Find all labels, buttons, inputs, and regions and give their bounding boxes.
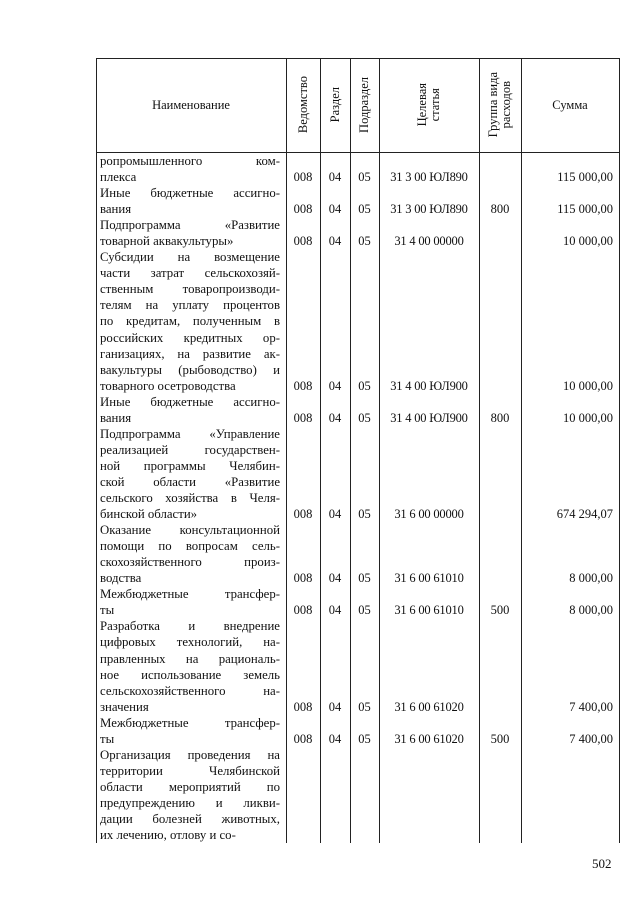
header-vedomstvo-label: Ведомство (295, 76, 310, 134)
row-razdel: 04 (328, 234, 342, 249)
row-razdel: 04 (328, 507, 342, 522)
row-name (100, 153, 280, 185)
row-vedomstvo: 008 (293, 699, 313, 714)
row-name (100, 394, 280, 426)
row-name (100, 217, 280, 249)
row-name-line: ственным товаропроизводи- (100, 282, 280, 297)
row-name-line: Межбюджетные трансфер- (100, 715, 280, 730)
row-name (100, 426, 280, 522)
row-summa: 7 400,00 (569, 731, 613, 746)
row-name-line: по кредитам, полученным в (100, 314, 280, 329)
row-gruppa: 500 (490, 731, 510, 746)
row-name-line: телям на уплату процентов (100, 298, 280, 313)
row-vedomstvo: 008 (293, 202, 313, 217)
row-summa: 7 400,00 (569, 699, 613, 714)
row-name (100, 747, 280, 843)
row-celevaya: 31 4 00 00000 (394, 234, 464, 249)
page-number: 502 (592, 856, 612, 871)
row-name-line: предупреждению и ликви- (100, 795, 280, 810)
row-name-line: Подпрограмма «Развитие (100, 218, 280, 233)
row-name-line: скохозяйственного произ- (100, 555, 280, 570)
row-podrazdel: 05 (358, 378, 371, 393)
row-name-line: части затрат сельскохозяй- (100, 266, 280, 281)
header-celevaya-line1: Целевая (415, 83, 429, 127)
row-vedomstvo: 008 (293, 234, 313, 249)
row-name (100, 185, 280, 217)
header-razdel-label: Раздел (327, 87, 342, 123)
header-celevaya (379, 58, 479, 152)
row-name-line: Субсидии на возмещение (100, 250, 280, 265)
row-name-line: ропромышленного ком- (100, 154, 280, 168)
row-vedomstvo: 008 (293, 571, 313, 586)
row-celevaya: 31 3 00 ЮЛ890 (390, 202, 468, 217)
row-vedomstvo: 008 (293, 170, 313, 185)
row-vedomstvo: 008 (293, 603, 313, 618)
row-summa: 8 000,00 (569, 603, 613, 618)
row-name-line: водства (100, 571, 142, 586)
row-name-line: плекса (100, 170, 137, 185)
row-name-line: ты (100, 731, 115, 746)
row-vedomstvo: 008 (293, 410, 313, 425)
header-gruppa-line1: Группа вида (486, 72, 500, 138)
row-name-line: вания (100, 202, 132, 217)
row-name-line: их лечению, отлову и со- (100, 828, 236, 843)
header-gruppa-line2: расходов (499, 81, 513, 129)
row-name (100, 249, 280, 393)
header-name (96, 58, 286, 152)
row-name (100, 618, 280, 714)
row-razdel: 04 (328, 170, 342, 185)
header-gruppa-label (487, 72, 513, 137)
row-name-line: Оказание консультационной (100, 523, 280, 538)
header-podrazdel (350, 58, 379, 152)
row-razdel: 04 (328, 410, 342, 425)
col-border (96, 58, 97, 843)
header-vedomstvo (286, 58, 320, 152)
col-border (479, 58, 480, 843)
row-name (100, 586, 280, 618)
header-summa (521, 58, 619, 152)
row-name-line: реализацией государствен- (100, 442, 280, 457)
row-podrazdel: 05 (358, 170, 371, 185)
row-name-line: ганизациях, на развитие ак- (100, 346, 280, 361)
row-summa: 115 000,00 (557, 202, 613, 217)
row-celevaya: 31 4 00 ЮЛ900 (390, 410, 468, 425)
header-summa-label: Сумма (552, 97, 588, 112)
col-border (619, 58, 620, 843)
row-razdel: 04 (328, 731, 342, 746)
row-name-line: бинской области» (100, 507, 198, 522)
header-celevaya-line2: статья (428, 88, 442, 122)
row-name-line: ты (100, 603, 115, 618)
row-razdel: 04 (328, 699, 342, 714)
row-vedomstvo: 008 (293, 507, 313, 522)
row-name (100, 715, 280, 747)
row-name-line: вакультуры (рыбоводство) и (100, 362, 280, 377)
row-gruppa: 800 (490, 410, 510, 425)
row-vedomstvo: 008 (293, 731, 313, 746)
row-name-line: Подпрограмма «Управление (100, 426, 280, 441)
row-gruppa: 800 (490, 202, 510, 217)
row-name-line: правленных на рациональ- (100, 651, 280, 666)
row-summa: 8 000,00 (569, 571, 613, 586)
row-name-line: товарной аквакультуры» (100, 234, 234, 249)
row-razdel: 04 (328, 202, 342, 217)
header-razdel (320, 58, 350, 152)
header-podrazdel-label: Подраздел (357, 77, 371, 133)
row-podrazdel: 05 (358, 571, 371, 586)
header-name-label: Наименование (152, 97, 230, 112)
row-name-line: цифровых технологий, на- (100, 635, 280, 650)
header-gruppa (479, 58, 521, 152)
row-name-line: Разработка и внедрение (100, 619, 280, 634)
row-name-line: российских кредитных ор- (100, 330, 280, 345)
row-summa: 674 294,07 (556, 507, 613, 522)
row-celevaya: 31 6 00 61010 (394, 571, 464, 586)
row-name-line: ской области «Развитие (100, 474, 280, 489)
row-name-line: значения (100, 699, 149, 714)
row-podrazdel: 05 (358, 699, 371, 714)
row-summa: 115 000,00 (557, 170, 613, 185)
row-summa: 10 000,00 (563, 410, 613, 425)
row-name-line: Иные бюджетные ассигно- (100, 186, 280, 201)
header-celevaya-label (416, 83, 442, 126)
row-razdel: 04 (328, 603, 342, 618)
row-podrazdel: 05 (358, 507, 371, 522)
row-podrazdel: 05 (358, 410, 371, 425)
row-name-line: Организация проведения на (100, 747, 280, 762)
row-name-line: ное использование земель (100, 667, 280, 682)
row-podrazdel: 05 (358, 603, 371, 618)
row-name-line: товарного осетроводства (100, 378, 236, 393)
row-celevaya: 31 6 00 00000 (394, 507, 464, 522)
row-summa: 10 000,00 (563, 378, 613, 393)
row-celevaya: 31 6 00 61010 (394, 603, 464, 618)
row-name-line: дации болезней животных, (100, 812, 280, 827)
row-name-line: сельского хозяйства в Челя- (100, 491, 280, 506)
row-name-line: ной программы Челябин- (100, 458, 280, 473)
row-vedomstvo: 008 (293, 378, 313, 393)
row-razdel: 04 (328, 378, 342, 393)
row-celevaya: 31 3 00 ЮЛ890 (390, 170, 468, 185)
row-gruppa: 500 (490, 603, 510, 618)
row-name-line: вания (100, 410, 132, 425)
row-name-line: помощи по вопросам сель- (100, 539, 280, 554)
row-razdel: 04 (328, 571, 342, 586)
row-name-line: сельскохозяйственного на- (100, 683, 280, 698)
row-celevaya: 31 6 00 61020 (394, 731, 464, 746)
row-name-line: территории Челябинской (100, 763, 280, 778)
row-name-line: Межбюджетные трансфер- (100, 587, 280, 602)
row-name (100, 522, 280, 586)
row-podrazdel: 05 (358, 234, 371, 249)
row-name-line: области мероприятий по (100, 779, 280, 794)
row-celevaya: 31 6 00 61020 (394, 699, 464, 714)
row-celevaya: 31 4 00 ЮЛ900 (390, 378, 468, 393)
row-name-line: Иные бюджетные ассигно- (100, 394, 280, 409)
row-podrazdel: 05 (358, 731, 371, 746)
row-summa: 10 000,00 (563, 234, 613, 249)
row-podrazdel: 05 (358, 202, 371, 217)
